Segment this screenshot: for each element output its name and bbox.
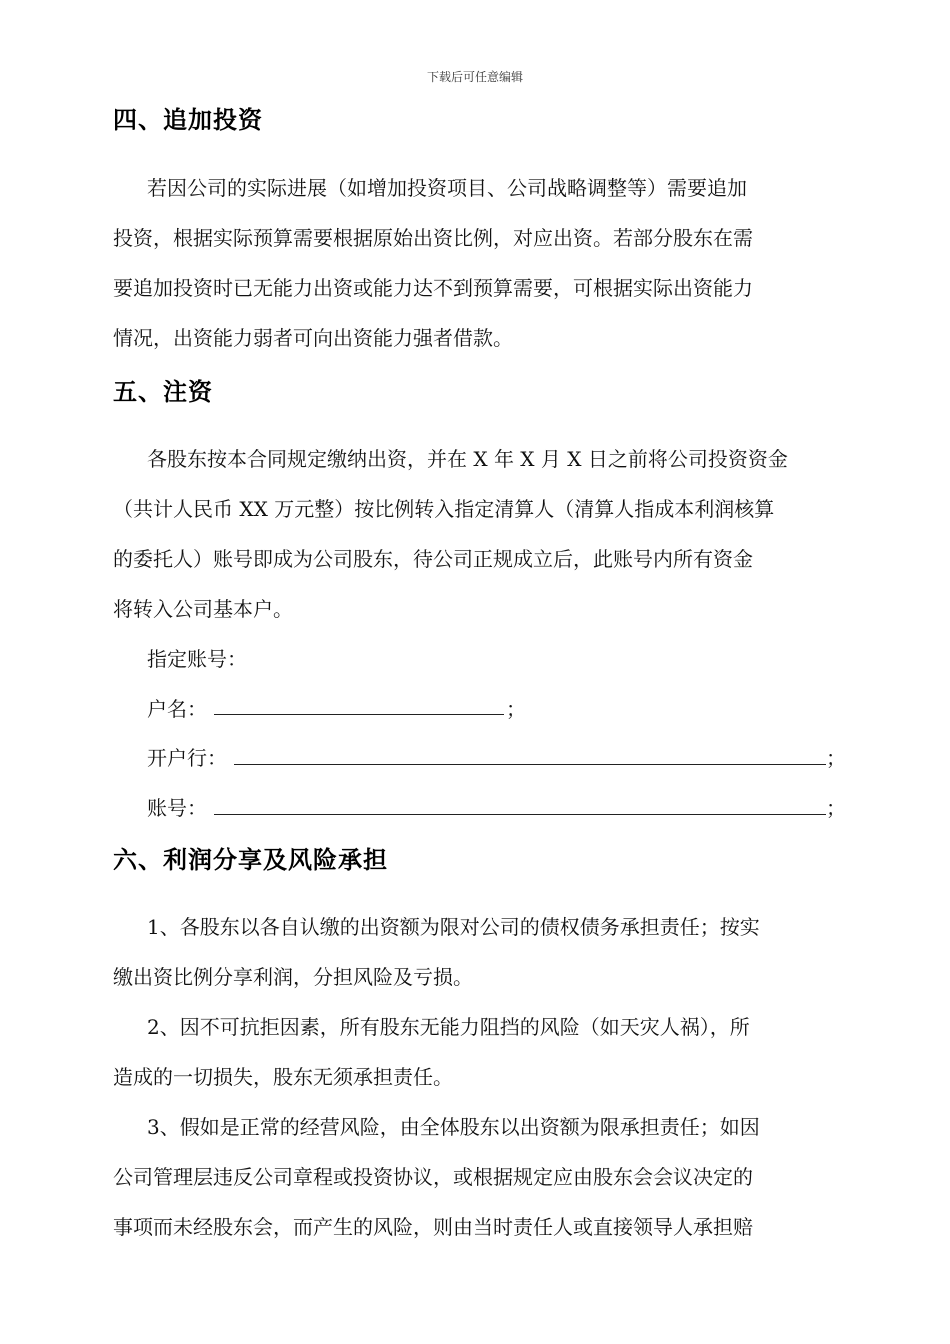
- page-header: 下载后可任意编辑: [426, 70, 523, 84]
- section-6-line: 2、因不可抗拒因素，所有股东无能力阻挡的风险（如天灾人祸），所: [147, 1015, 750, 1039]
- account-name-label: 户名：: [147, 697, 207, 721]
- section-6-line: 事项而未经股东会，而产生的风险，则由当时责任人或直接领导人承担赔: [113, 1215, 753, 1239]
- section-6-line: 造成的一切损失，股东无须承担责任。: [113, 1065, 453, 1089]
- section-6-line: 公司管理层违反公司章程或投资协议，或根据规定应由股东会会议决定的: [113, 1165, 753, 1189]
- semicolon: ；: [506, 697, 526, 721]
- section-5-line: 各股东按本合同规定缴纳出资，并在 X 年 X 月 X 日之前将公司投资资金: [147, 447, 788, 471]
- section-6-heading: 六、利润分享及风险承担: [113, 846, 388, 874]
- account-number-blank[interactable]: [214, 814, 826, 815]
- section-4-line: 投资，根据实际预算需要根据原始出资比例，对应出资。若部分股东在需: [113, 226, 753, 250]
- section-5-line: 的委托人）账号即成为公司股东，待公司正规成立后，此账号内所有资金: [113, 547, 753, 571]
- section-4-line: 要追加投资时已无能力出资或能力达不到预算需要，可根据实际出资能力: [113, 276, 753, 300]
- section-4-line: 若因公司的实际进展（如增加投资项目、公司战略调整等）需要追加: [147, 176, 747, 200]
- section-4-heading: 四、追加投资: [113, 106, 263, 134]
- semicolon: ；: [826, 796, 846, 820]
- section-4-line: 情况，出资能力弱者可向出资能力强者借款。: [113, 326, 513, 350]
- account-label: 指定账号：: [147, 647, 247, 671]
- section-6-line: 缴出资比例分享利润，分担风险及亏损。: [113, 965, 473, 989]
- section-5-heading: 五、注资: [113, 378, 213, 406]
- bank-blank[interactable]: [234, 764, 826, 765]
- section-5-line: 将转入公司基本户。: [113, 597, 293, 621]
- semicolon: ；: [826, 746, 846, 770]
- account-number-label: 账号：: [147, 796, 207, 820]
- account-name-blank[interactable]: [214, 714, 504, 715]
- section-6-line: 3、假如是正常的经营风险，由全体股东以出资额为限承担责任；如因: [147, 1115, 760, 1139]
- section-6-line: 1、各股东以各自认缴的出资额为限对公司的债权债务承担责任；按实: [147, 915, 760, 939]
- bank-label: 开户行：: [147, 746, 227, 770]
- section-5-line: （共计人民币 XX 万元整）按比例转入指定清算人（清算人指成本利润核算: [113, 497, 775, 521]
